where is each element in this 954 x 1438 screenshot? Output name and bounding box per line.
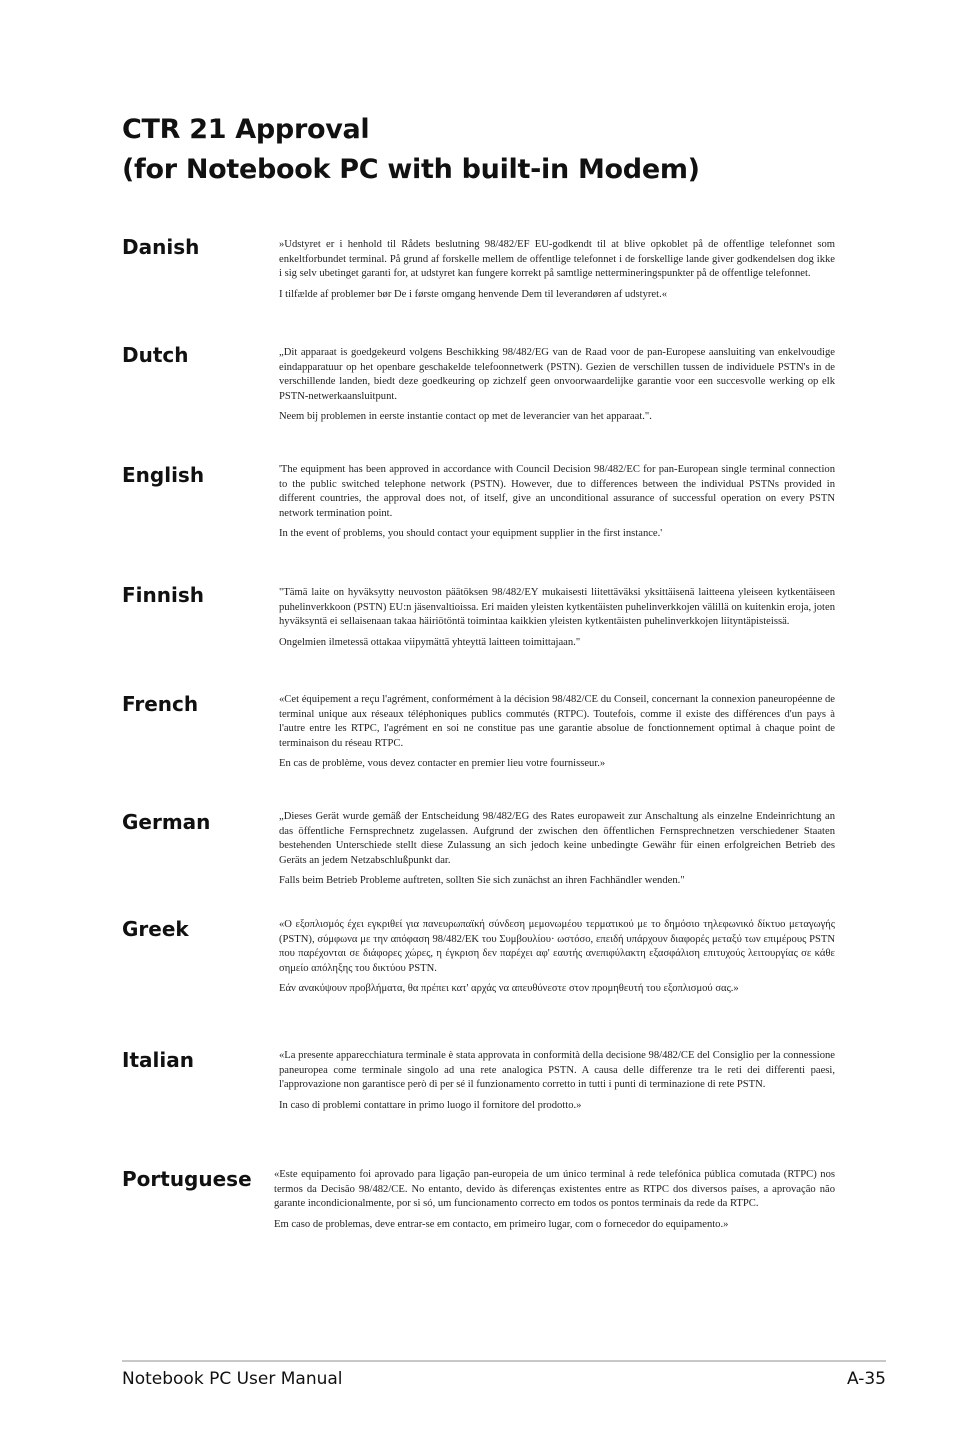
statement-paragraph: En cas de problème, vous devez contacter en premier lieu votre fournisseur.» [279,758,606,769]
language-heading: Greek [122,917,189,941]
statement-paragraph: „Dit apparaat is goedgekeurd volgens Beschikking 98/482/EG van de Raad voor de pan-Europese aansluiting van enkelvoudige eindapparatuur op het openbare geschakelde telefoonnetwerk (PSTN). Gezien de verschillen tussen de individuele PSTN's in de verschillende landen, biedt deze goedkeuring op zichzelf geen onvoorwaardelijke garantie voor een succesvolle werking op elk PSTN-netwerkaansluitpunt. [279,347,835,402]
approval-statement [279,918,835,1003]
language-heading: Danish [122,235,200,259]
statement-paragraph: "Tämä laite on hyväksytty neuvoston päätöksen 98/482/EY mukaisesti liitettäväksi yksittäisenä laitteena yleiseen kytkentäiseen puhelinverkkoon (PSTN) EU:n jäsenvaltioissa. Eri maiden yleisten kytkentäisten puhelinverkkojen välillä on kuitenkin eroja, joten hyväksyntä ei sellaisenaan takaa häiriötöntä toimintaa kaikkien yleisten kytkentäisten puhelinverkkojen liityntäpisteissä. [279,587,835,627]
approval-statement [274,1168,835,1238]
footer-manual-title: Notebook PC User Manual [122,1369,343,1389]
statement-paragraph: „Dieses Gerät wurde gemäß der Entscheidung 98/482/EG des Rates europaweit zur Anschaltung als einzelne Endeinrichtung an das öffentliche Fernsprechnetz zugelassen. Aufgrund der zwischen den öffentlichen Fernsprechnetzen verschiedener Staaten bestehenden Unterschiede stellt diese Zulassung an sich jedoch keine unbedingte Gewähr für einen erfolgreichen Betrieb des Geräts an jedem Netzabschlußpunkt dar. [279,811,835,866]
page-title [122,110,882,190]
language-heading: Dutch [122,343,189,367]
language-heading: French [122,692,199,716]
page-title-line-2: (for Notebook PC with built-in Modem) [122,154,700,185]
statement-paragraph: 'The equipment has been approved in accordance with Council Decision 98/482/EC for pan-European single terminal connection to the public switched telephone network (PSTN). However, due to differences between the individual PSTNs provided in different countries, the approval does not, of itself, give an unconditional assurance of successful operation on every PSTN network termination point. [279,464,835,519]
statement-paragraph: Em caso de problemas, deve entrar-se em contacto, em primeiro lugar, com o fornecedor do equipamento.» [274,1218,729,1230]
statement-paragraph: In the event of problems, you should contact your equipment supplier in the first instance.' [279,528,663,539]
language-heading: Portuguese [122,1167,252,1191]
approval-statement [279,346,835,431]
statement-paragraph: Falls beim Betrieb Probleme auftreten, sollten Sie sich zunächst an ihren Fachhändler wenden." [279,875,685,886]
language-heading: Italian [122,1048,194,1072]
approval-statement [279,463,835,548]
approval-statement [279,693,835,778]
language-heading: German [122,810,211,834]
statement-paragraph: Neem bij problemen in eerste instantie contact op met de leverancier van het apparaat.". [279,411,652,422]
statement-paragraph: Εάν ανακύψουν προβλήματα, θα πρέπει κατ' αρχάς να απευθύνεστε στον προμηθευτή του εξοπλισμού σας.» [279,983,739,994]
statement-paragraph: I tilfælde af problemer bør De i første omgang henvende Dem til leverandøren af udstyret.« [279,288,668,300]
language-heading: Finnish [122,583,204,607]
page-title-line-1: CTR 21 Approval [122,114,370,145]
approval-statement [279,810,835,895]
statement-paragraph: «La presente apparecchiatura terminale è stata approvata in conformità della decisione 98/482/CE del Consiglio per la connessione paneuropea come terminale singolo ad una rete analogica PSTN. A causa delle differenze tra le reti dei differenti paesi, l'approvazione non garantisce però di per sé il funzionamento corretto in tutti i punti di terminazione di rete PSTN. [279,1050,835,1090]
approval-statement [279,238,835,308]
statement-paragraph: »Udstyret er i henhold til Rådets beslutning 98/482/EF EU-godkendt til at blive opkoblet på de offentlige telefonnet som enkeltforbundet terminal. På grund af forskelle mellem de offentlige telefonnet i de forskellige lande giver godkendelsen dog ikke i sig selv ubetinget garanti for, at udstyret kan fungere korrekt på samtlige nettermineringspunkter på de offentlige telefonnet. [279,239,835,279]
statement-paragraph: «Ο εξοπλισμός έχει εγκριθεί για πανευρωπαϊκή σύνδεση μεμονωμέου τερματικού με το δημόσιο τηλεφωνικό δίκτυο μεταγωγής (PSTN), σύμφωνα με την απόφαση 98/482/ΕΚ του Συμβουλίου· ωστόσο, επειδή υπάρχουν διαφορές μεταξύ των επιμέρους PSTN που παρέχονται σε διάφορες χώρες, η έγκριση δεν παρέχει αφ' εαυτής ανεπιφύλακτη εξασφάλιση επιτυχούς λειτουργίας σε κάθε σημείο απόληξης του δικτύου PSTN. [279,919,835,974]
statement-paragraph: In caso di problemi contattare in primo luogo il fornitore del prodotto.» [279,1099,582,1111]
statement-paragraph: «Cet équipement a reçu l'agrément, conformément à la décision 98/482/CE du Conseil, concernant la connexion paneuropéenne de terminal unique aux réseaux téléphoniques publics commutés (RTPC). Toutefois, comme il existe des différences d'un pays à l'autre entre les RTPC, l'agrément en soi ne constitue pas une garantie absolue de fonctionnement optimal à chaque point de terminaison du réseau RTPC. [279,694,835,749]
footer-page-number: A-35 [846,1369,886,1389]
footer-divider [122,1360,886,1362]
statement-paragraph: «Este equipamento foi aprovado para ligação pan-europeia de um único terminal à rede telefónica pública comutada (RTPC) nos termos da Decisão 98/482/CE. No entanto, devido às diferenças existentes entre as RTPC dos diversos países, a aprovação não garante incondicionalmente, por si só, um funcionamento correcto em todos os pontos terminais da rede da RTPC. [274,1169,835,1209]
statement-paragraph: Ongelmien ilmetessä ottakaa viipymättä yhteyttä laitteen toimittajaan." [279,636,581,648]
approval-statement [279,1049,835,1119]
approval-statement [279,586,835,656]
language-heading: English [122,463,205,487]
